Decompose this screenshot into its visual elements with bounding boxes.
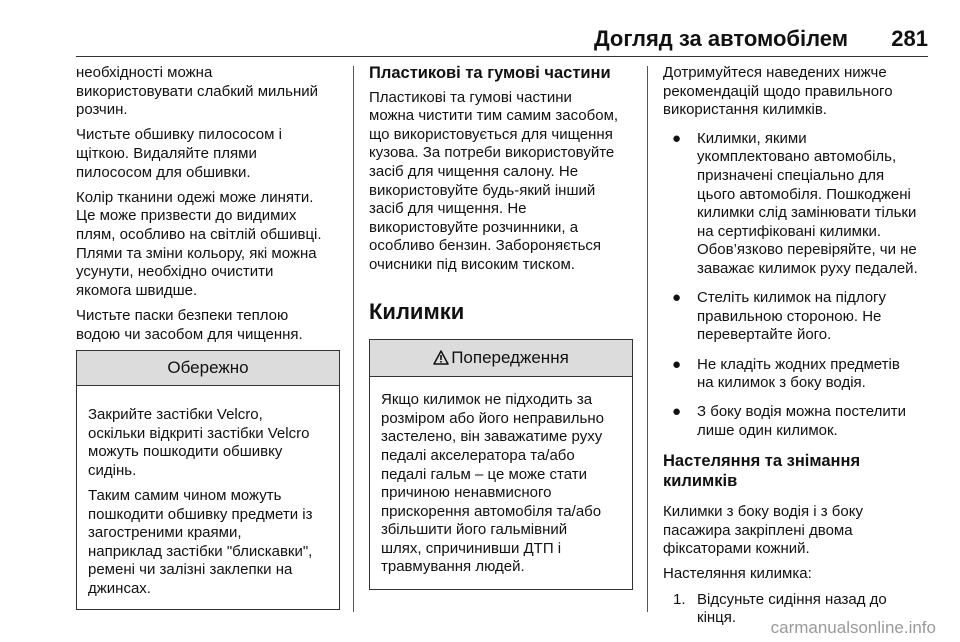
page-header (0, 0, 960, 60)
paragraph: необхідності можна використовувати слабкий мильний розчин. (76, 64, 319, 119)
warning-triangle-icon (433, 342, 449, 378)
bullet-icon: ● (672, 289, 682, 307)
paragraph: Колір тканини одежі може линяти. Це може призвести до видимих плям, особливо на світлій обшивці. Плями та зміни кольору, які можна усунути, необхідно очистити якомога швидше. (76, 188, 322, 299)
column-divider-2 (647, 66, 648, 612)
paragraph: Дотримуйтеся наведених нижче рекомендацій щодо правильного використання килимків. (663, 64, 893, 119)
bullet-icon: ● (672, 403, 682, 421)
page-number: 281 (891, 26, 928, 51)
bullet-list (663, 130, 933, 441)
list-item (663, 130, 933, 279)
bullet-icon: ● (672, 129, 682, 147)
list-item-text: Стеліть килимок на підлогу правильною стороною. Не перевертайте його. (697, 289, 887, 344)
paragraph: Пластикові та гумові частини можна чистити тим самим засобом, що використовується для чищення кузова. За потреби використовуйте засіб для чищення салону. Не використовуйте будь-який інший засіб для чищення. Не використовуйте розчинники, а особливо бензин. Забороняється очисники під високим тиском. (369, 88, 619, 273)
section-heading-large: Килимки (369, 298, 465, 324)
column-2 (369, 64, 633, 590)
paragraph: Чистьте паски безпеки теплою водою чи засобом для чищення. (76, 306, 303, 343)
warning-box (369, 339, 633, 590)
warning-text: Якщо килимок не підходить за розміром або його неправильно застелено, він заважатиме руху педалі акселератора та/або педалі гальм – це може стати причиною ненавмисного прискорення автомобіля та/або збільшити його гальмівний шлях, спричинивши ДТП і травмування людей. (381, 391, 604, 576)
warning-header (370, 340, 632, 377)
watermark: carmanualsonline.info (770, 618, 936, 637)
caution-text: Закрийте застібки Velcro, оскільки відкриті застібки Velcro можуть пошкодити обшивку сидінь. (88, 406, 310, 479)
step-text: Відсуньте сидіння назад до кінця. (697, 590, 887, 627)
section-heading: Настеляння та знімання килимків (663, 452, 861, 491)
step-number: 1. (673, 590, 686, 608)
bullet-icon: ● (672, 355, 682, 373)
paragraph: Чистьте обшивку пилососом і щіткою. Видаляйте плями пилососом для обшивки. (76, 126, 282, 181)
column-3 (663, 64, 933, 628)
column-divider-1 (353, 66, 354, 612)
list-item-text: Килимки, якими укомплектовано автомобіль, призначені спеціально для цього автомобіля. Пошкоджені килимки слід замінювати тільки на сертифіковані килимки. Обов’язково перевіряйте, чи не заважає килимок руху педалей. (697, 129, 918, 277)
list-item (663, 356, 933, 393)
page-title: Догляд за автомобілем (593, 26, 848, 51)
column-1 (76, 64, 340, 610)
header-rule (76, 56, 928, 57)
caution-text: Таким самим чином можуть пошкодити обшивку предмети із загостреними краями, наприклад застібки "блискавки", ремені чи залізні заклепки на джинсах. (88, 487, 313, 598)
paragraph: Настеляння килимка: (663, 565, 812, 583)
caution-body (77, 386, 339, 609)
list-item (663, 403, 933, 440)
warning-heading: Попередження (451, 348, 569, 368)
caution-box (76, 350, 340, 610)
list-item (663, 289, 933, 345)
paragraph: Килимки з боку водія і з боку пасажира закріплені двома фіксаторами кожний. (663, 503, 863, 558)
section-heading: Пластикові та гумові частини (369, 64, 611, 82)
caution-heading: Обережно (77, 351, 339, 386)
list-item-text: Не кладіть жодних предметів на килимок з боку водія. (697, 355, 900, 392)
list-item-text: З боку водія можна постелити лише один килимок. (697, 403, 906, 439)
warning-body (370, 377, 632, 589)
